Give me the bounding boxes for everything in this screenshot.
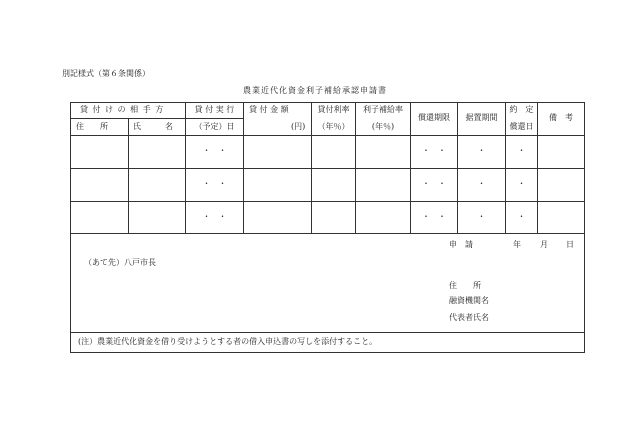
- header-loan-rate-unit: （年％）: [317, 122, 350, 131]
- defer-dots: ・: [477, 146, 486, 155]
- loan-date-dots: ・ ・: [202, 146, 227, 155]
- address-label: 住 所: [449, 281, 481, 290]
- loan-date-dots: ・ ・: [202, 179, 227, 188]
- institution-label: 融資機関名: [449, 296, 489, 305]
- note: (注）農業近代化資金を借り受けようとする者の借入申込書の写しを添付すること。: [78, 337, 378, 346]
- header-name: 氏 名: [133, 122, 173, 131]
- form-label: 別記様式（第６条関係）: [62, 69, 150, 78]
- header-remarks: 備 考: [549, 113, 573, 122]
- representative-label: 代表者氏名: [449, 313, 489, 322]
- agreed-dots: ・: [517, 146, 526, 155]
- header-loan-amount: 貸 付 金 額: [249, 105, 289, 114]
- agreed-dots: ・: [517, 179, 526, 188]
- header-agreed: 約 定: [509, 105, 534, 114]
- header-subsidy-rate: 利子補給率: [363, 105, 403, 114]
- header-address: 住 所: [76, 122, 108, 131]
- loan-date-dots: ・ ・: [202, 212, 227, 221]
- repay-dots: ・ ・: [422, 212, 446, 221]
- header-subsidy-rate-unit: (年％): [371, 122, 395, 131]
- header-yen-unit: (円): [291, 122, 306, 131]
- header-repay-period: 償還期限: [418, 113, 450, 122]
- repay-dots: ・ ・: [422, 179, 446, 188]
- document-title: 農業近代化資金利子補給承認申請書: [243, 86, 387, 95]
- header-borrower: 貸 付 け の 相 手 方: [80, 105, 165, 114]
- defer-dots: ・: [477, 212, 486, 221]
- header-loan-exec-planned: （予定）日: [194, 122, 235, 131]
- header-loan-exec: 貸 付 実 行: [194, 105, 235, 114]
- repay-dots: ・ ・: [422, 146, 446, 155]
- day-label: 日: [566, 240, 574, 249]
- header-loan-rate: 貸付利率: [317, 105, 350, 114]
- agreed-dots: ・: [517, 212, 526, 221]
- application-date-label: 申 請: [449, 240, 473, 249]
- header-agreed-repay-date: 償還日: [509, 122, 534, 131]
- defer-dots: ・: [477, 179, 486, 188]
- header-defer-period: 据置期間: [465, 113, 498, 122]
- month-label: 月: [540, 240, 548, 249]
- year-label: 年: [513, 240, 521, 249]
- addressee: （あて先）八戸市長: [84, 258, 156, 267]
